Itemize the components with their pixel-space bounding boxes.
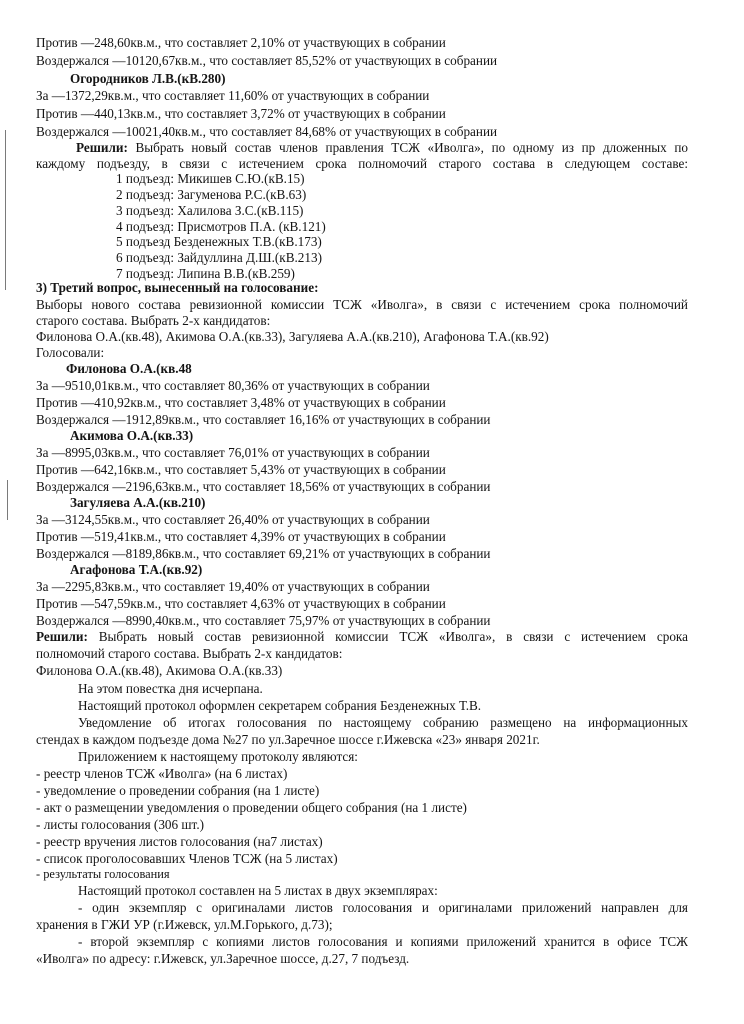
revision-decision-line: полномочий старого состава. Выбрать 2-х кандидатов: [36,646,343,661]
attachment-item: - акт о размещении уведомления о проведении общего собрания (на 1 листе) [36,800,467,815]
copies-intro: Настоящий протокол составлен на 5 листах в двух экземплярах: [78,883,438,898]
candidate-name: Загуляева А.А.(кв.210) [70,495,206,510]
board-member: 7 подъезд: Липина В.В.(кВ.259) [116,266,295,281]
vote-for: За —2295,83кв.м., что составляет 19,40% от участвующих в собрании [36,579,430,594]
attachment-item: - реестр вручения листов голосования (на7 листах) [36,834,323,849]
revision-decision-line: Филонова О.А.(кв.48), Акимова О.А.(кв.33) [36,663,283,678]
vote-for: За —8995,03кв.м., что составляет 76,01% от участвующих в собрании [36,445,430,460]
candidate-name: Агафонова Т.А.(кв.92) [70,562,203,577]
attachment-item: - список проголосовавших Членов ТСЖ (на 5 листах) [36,851,338,866]
revision-decision-line [36,629,688,645]
notice-line: Уведомление об итогах голосования по настоящему собранию размещено на информационных [78,715,688,730]
decision-text: Выбрать новый состав членов правления ТСЖ «Иволга», по одному из пр дложенных по [127,140,688,155]
notice-line: стендах в каждом подъезде дома №27 по ул.Заречное шоссе г.Ижевска «23» января 2021г. [36,732,540,747]
secretary-note: Настоящий протокол оформлен секретарем собрания Безденежных Т.В. [78,698,482,713]
copy-line: - один экземпляр с оригиналами листов голосования и оригиналами приложений направлен для [78,900,688,915]
candidate-name: Огородников Л.В.(кВ.280) [70,71,226,86]
vote-against: Против —642,16кв.м., что составляет 5,43% от участвующих в собрании [36,462,446,477]
vote-against: Против —519,41кв.м., что составляет 4,39% от участвующих в собрании [36,529,446,544]
question-description: старого состава. Выбрать 2-х кандидатов: [36,313,271,328]
scan-edge-mark [5,130,6,290]
copy-line: «Иволга» по адресу: г.Ижевск, ул.Заречное шоссе, д.27, 7 подъезд. [36,951,410,966]
scan-edge-mark [7,480,8,520]
decision-label: Решили: [36,629,88,644]
agenda-done: На этом повестка дня исчерпана. [78,681,263,696]
vote-abstained: Воздержался —10120,67кв.м., что составляет 85,52% от участвующих в собрании [36,53,498,68]
copy-line: - второй экземпляр с копиями листов голосования и копиями приложений хранится в офисе ТСЖ [78,934,688,949]
decision-text: Выбрать новый состав ревизионной комиссии ТСЖ «Иволга», в связи с истечением срока [87,629,688,644]
vote-abstained: Воздержался —10021,40кв.м., что составляет 84,68% от участвующих в собрании [36,124,498,139]
copy-line: хранения в ГЖИ УР (г.Ижевск, ул.М.Горького, д.73); [36,917,333,932]
candidate-list: Филонова О.А.(кв.48), Акимова О.А.(кв.33), Загуляева А.А.(кв.210), Агафонова Т.А.(кв.92) [36,329,549,344]
vote-against: Против —440,13кв.м., что составляет 3,72% от участвующих в собрании [36,106,446,121]
attachment-item: - листы голосования (306 шт.) [36,817,205,832]
board-member: 5 подъезд Безденежных Т.В.(кВ.173) [116,234,322,249]
vote-for: За —1372,29кв.м., что составляет 11,60% от участвующих в собрании [36,88,430,103]
vote-abstained: Воздержался —1912,89кв.м., что составляет 16,16% от участвующих в собрании [36,412,491,427]
decision-label: Решили: [76,140,128,155]
board-decision-line: каждому подъезду, в связи с истечением срока полномочий старого состава в следующем составе: [36,156,688,171]
board-member: 3 подъезд: Халилова З.С.(кВ.115) [116,203,304,218]
board-decision-line [76,140,688,156]
attachment-item: - уведомление о проведении собрания (на 1 листе) [36,783,320,798]
vote-abstained: Воздержался —2196,63кв.м., что составляет 18,56% от участвующих в собрании [36,479,491,494]
vote-abstained: Воздержался —8189,86кв.м., что составляет 69,21% от участвующих в собрании [36,546,491,561]
candidate-name: Филонова О.А.(кв.48 [66,361,192,376]
vote-for: За —9510,01кв.м., что составляет 80,36% от участвующих в собрании [36,378,430,393]
voted-label: Голосовали: [36,345,105,360]
vote-abstained: Воздержался —8990,40кв.м., что составляет 75,97% от участвующих в собрании [36,613,491,628]
candidate-name: Акимова О.А.(кв.33) [70,428,194,443]
vote-against: Против —248,60кв.м., что составляет 2,10% от участвующих в собрании [36,35,446,50]
attachment-item: - результаты голосования [36,867,170,881]
attachment-item: - реестр членов ТСЖ «Иволга» (на 6 листах) [36,766,288,781]
attachments-intro: Приложением к настоящему протоколу являются: [78,749,358,764]
board-member: 2 подъезд: Загуменова Р.С.(кВ.63) [116,187,307,202]
board-member: 1 подъезд: Микишев С.Ю.(кВ.15) [116,171,305,186]
section-heading: 3) Третий вопрос, вынесенный на голосование: [36,280,319,295]
vote-against: Против —547,59кв.м., что составляет 4,63% от участвующих в собрании [36,596,446,611]
vote-for: За —3124,55кв.м., что составляет 26,40% от участвующих в собрании [36,512,430,527]
question-description: Выборы нового состава ревизионной комиссии ТСЖ «Иволга», в связи с истечением срока полномочий [36,297,688,312]
board-member: 6 подъезд: Зайдуллина Д.Ш.(кВ.213) [116,250,322,265]
vote-against: Против —410,92кв.м., что составляет 3,48% от участвующих в собрании [36,395,446,410]
board-member: 4 подъезд: Присмотров П.А. (кВ.121) [116,219,326,234]
